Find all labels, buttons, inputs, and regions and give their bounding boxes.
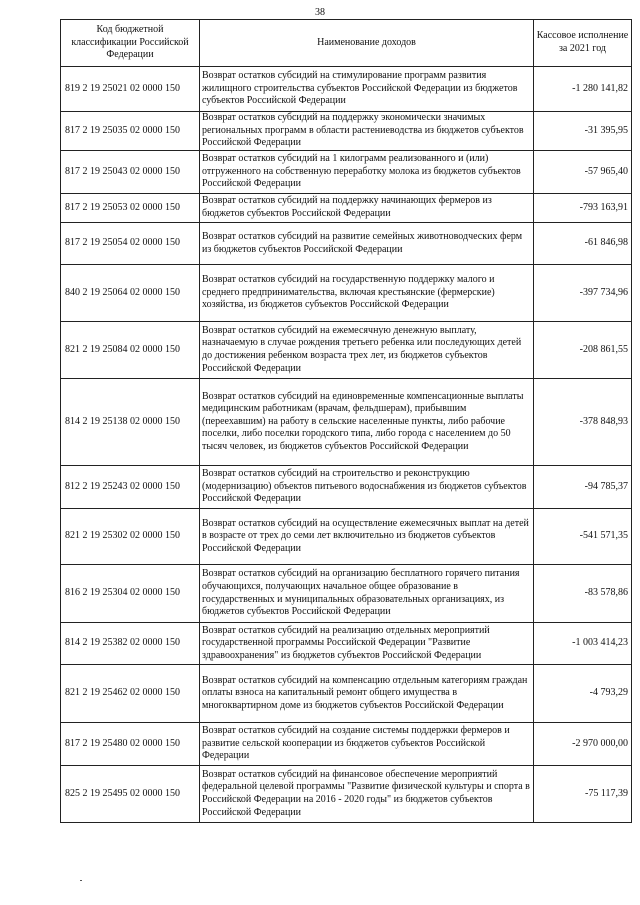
row-amount: -75 117,39 [534, 766, 632, 823]
page-number: 38 [315, 7, 325, 18]
table-row [61, 322, 632, 379]
row-code: 821 2 19 25084 02 0000 150 [61, 322, 200, 379]
row-code: 814 2 19 25382 02 0000 150 [61, 623, 200, 665]
table-row [61, 723, 632, 766]
row-code: 814 2 19 25138 02 0000 150 [61, 379, 200, 466]
row-code: 819 2 19 25021 02 0000 150 [61, 67, 200, 112]
row-name: Возврат остатков субсидий на поддержку начинающих фермеров из бюджетов субъектов Российской Федерации [200, 194, 534, 223]
row-amount: -1 003 414,23 [534, 623, 632, 665]
row-amount: -541 571,35 [534, 509, 632, 565]
table-row [61, 565, 632, 623]
row-amount: -793 163,91 [534, 194, 632, 223]
table-row [61, 151, 632, 194]
table-row [61, 67, 632, 112]
row-amount: -31 395,95 [534, 112, 632, 151]
table-row [61, 766, 632, 823]
row-amount: -1 280 141,82 [534, 67, 632, 112]
row-code: 817 2 19 25054 02 0000 150 [61, 223, 200, 265]
table-row [61, 466, 632, 509]
row-name: Возврат остатков субсидий на создание системы поддержки фермеров и развитие сельской кооперации из бюджетов субъектов Российской Федерации [200, 723, 534, 766]
row-code: 817 2 19 25480 02 0000 150 [61, 723, 200, 766]
header-amount: Кассовое исполнение за 2021 год [534, 20, 632, 67]
row-amount: -94 785,37 [534, 466, 632, 509]
row-code: 812 2 19 25243 02 0000 150 [61, 466, 200, 509]
row-amount: -2 970 000,00 [534, 723, 632, 766]
row-name: Возврат остатков субсидий на реализацию отдельных мероприятий государственной программы Российской Федерации "Развитие здравоохранения" из бюджетов субъектов Российской Федерации [200, 623, 534, 665]
row-code: 817 2 19 25035 02 0000 150 [61, 112, 200, 151]
row-amount: -208 861,55 [534, 322, 632, 379]
row-code: 817 2 19 25043 02 0000 150 [61, 151, 200, 194]
row-name: Возврат остатков субсидий на строительство и реконструкцию (модернизацию) объектов питьевого водоснабжения из бюджетов субъектов Российской Федерации [200, 466, 534, 509]
row-name: Возврат остатков субсидий на 1 килограмм реализованного и (или) отгруженного на собственную переработку молока из бюджетов субъектов Российской Федерации [200, 151, 534, 194]
table-row [61, 379, 632, 466]
table-row [61, 223, 632, 265]
table-row [61, 623, 632, 665]
row-name: Возврат остатков субсидий на государственную поддержку малого и среднего предпринимательства, включая крестьянские (фермерские) хозяйства, из бюджетов субъектов Российской Федерации [200, 265, 534, 322]
header-code: Код бюджетной классификации Российской Федерации [61, 20, 200, 67]
row-code: 825 2 19 25495 02 0000 150 [61, 766, 200, 823]
row-code: 840 2 19 25064 02 0000 150 [61, 265, 200, 322]
row-name: Возврат остатков субсидий на финансовое обеспечение мероприятий федеральной целевой программы "Развитие физической культуры и спорта в Российской Федерации на 2016 - 2020 годы" из бюджетов субъектов Российской Федерации [200, 766, 534, 823]
row-name: Возврат остатков субсидий на компенсацию отдельным категориям граждан оплаты взноса на капитальный ремонт общего имущества в многоквартирном доме из бюджетов субъектов Российской Федерации [200, 665, 534, 723]
row-name: Возврат остатков субсидий на стимулирование программ развития жилищного строительства субъектов Российской Федерации из бюджетов субъектов Российской Федерации [200, 67, 534, 112]
table-row [61, 194, 632, 223]
row-name: Возврат остатков субсидий на развитие семейных животноводческих ферм из бюджетов субъектов Российской Федерации [200, 223, 534, 265]
row-name: Возврат остатков субсидий на поддержку экономически значимых региональных программ в области растениеводства из бюджетов субъектов Российской Федерации [200, 112, 534, 151]
table-row [61, 509, 632, 565]
footer-mark [80, 880, 82, 881]
table-header-row [61, 20, 632, 67]
row-amount: -397 734,96 [534, 265, 632, 322]
row-code: 821 2 19 25462 02 0000 150 [61, 665, 200, 723]
row-name: Возврат остатков субсидий на осуществление ежемесячных выплат на детей в возрасте от трех до семи лет включительно из бюджетов субъектов Российской Федерации [200, 509, 534, 565]
row-code: 821 2 19 25302 02 0000 150 [61, 509, 200, 565]
row-amount: -4 793,29 [534, 665, 632, 723]
row-code: 817 2 19 25053 02 0000 150 [61, 194, 200, 223]
revenue-table [60, 19, 632, 823]
row-name: Возврат остатков субсидий на организацию бесплатного горячего питания обучающихся, получающих начальное общее образование в государственных и муниципальных образовательных организациях, из бюджетов субъектов Российской Федерации [200, 565, 534, 623]
row-amount: -61 846,98 [534, 223, 632, 265]
row-name: Возврат остатков субсидий на ежемесячную денежную выплату, назначаемую в случае рождения третьего ребенка или последующих детей до достижения ребенком возраста трех лет, из бюджетов субъектов Российской Федерации [200, 322, 534, 379]
row-amount: -378 848,93 [534, 379, 632, 466]
header-name: Наименование доходов [200, 20, 534, 67]
row-amount: -57 965,40 [534, 151, 632, 194]
table-row [61, 265, 632, 322]
row-name: Возврат остатков субсидий на единовременные компенсационные выплаты медицинским работникам (врачам, фельдшерам), прибывшим (переехавшим) на работу в сельские населенные пункты, либо рабочие поселки, либо поселки городского типа, либо города с населением до 50 тысяч человек, из бюджетов субъектов Российской Федерации [200, 379, 534, 466]
row-code: 816 2 19 25304 02 0000 150 [61, 565, 200, 623]
table-row [61, 665, 632, 723]
row-amount: -83 578,86 [534, 565, 632, 623]
table-row [61, 112, 632, 151]
